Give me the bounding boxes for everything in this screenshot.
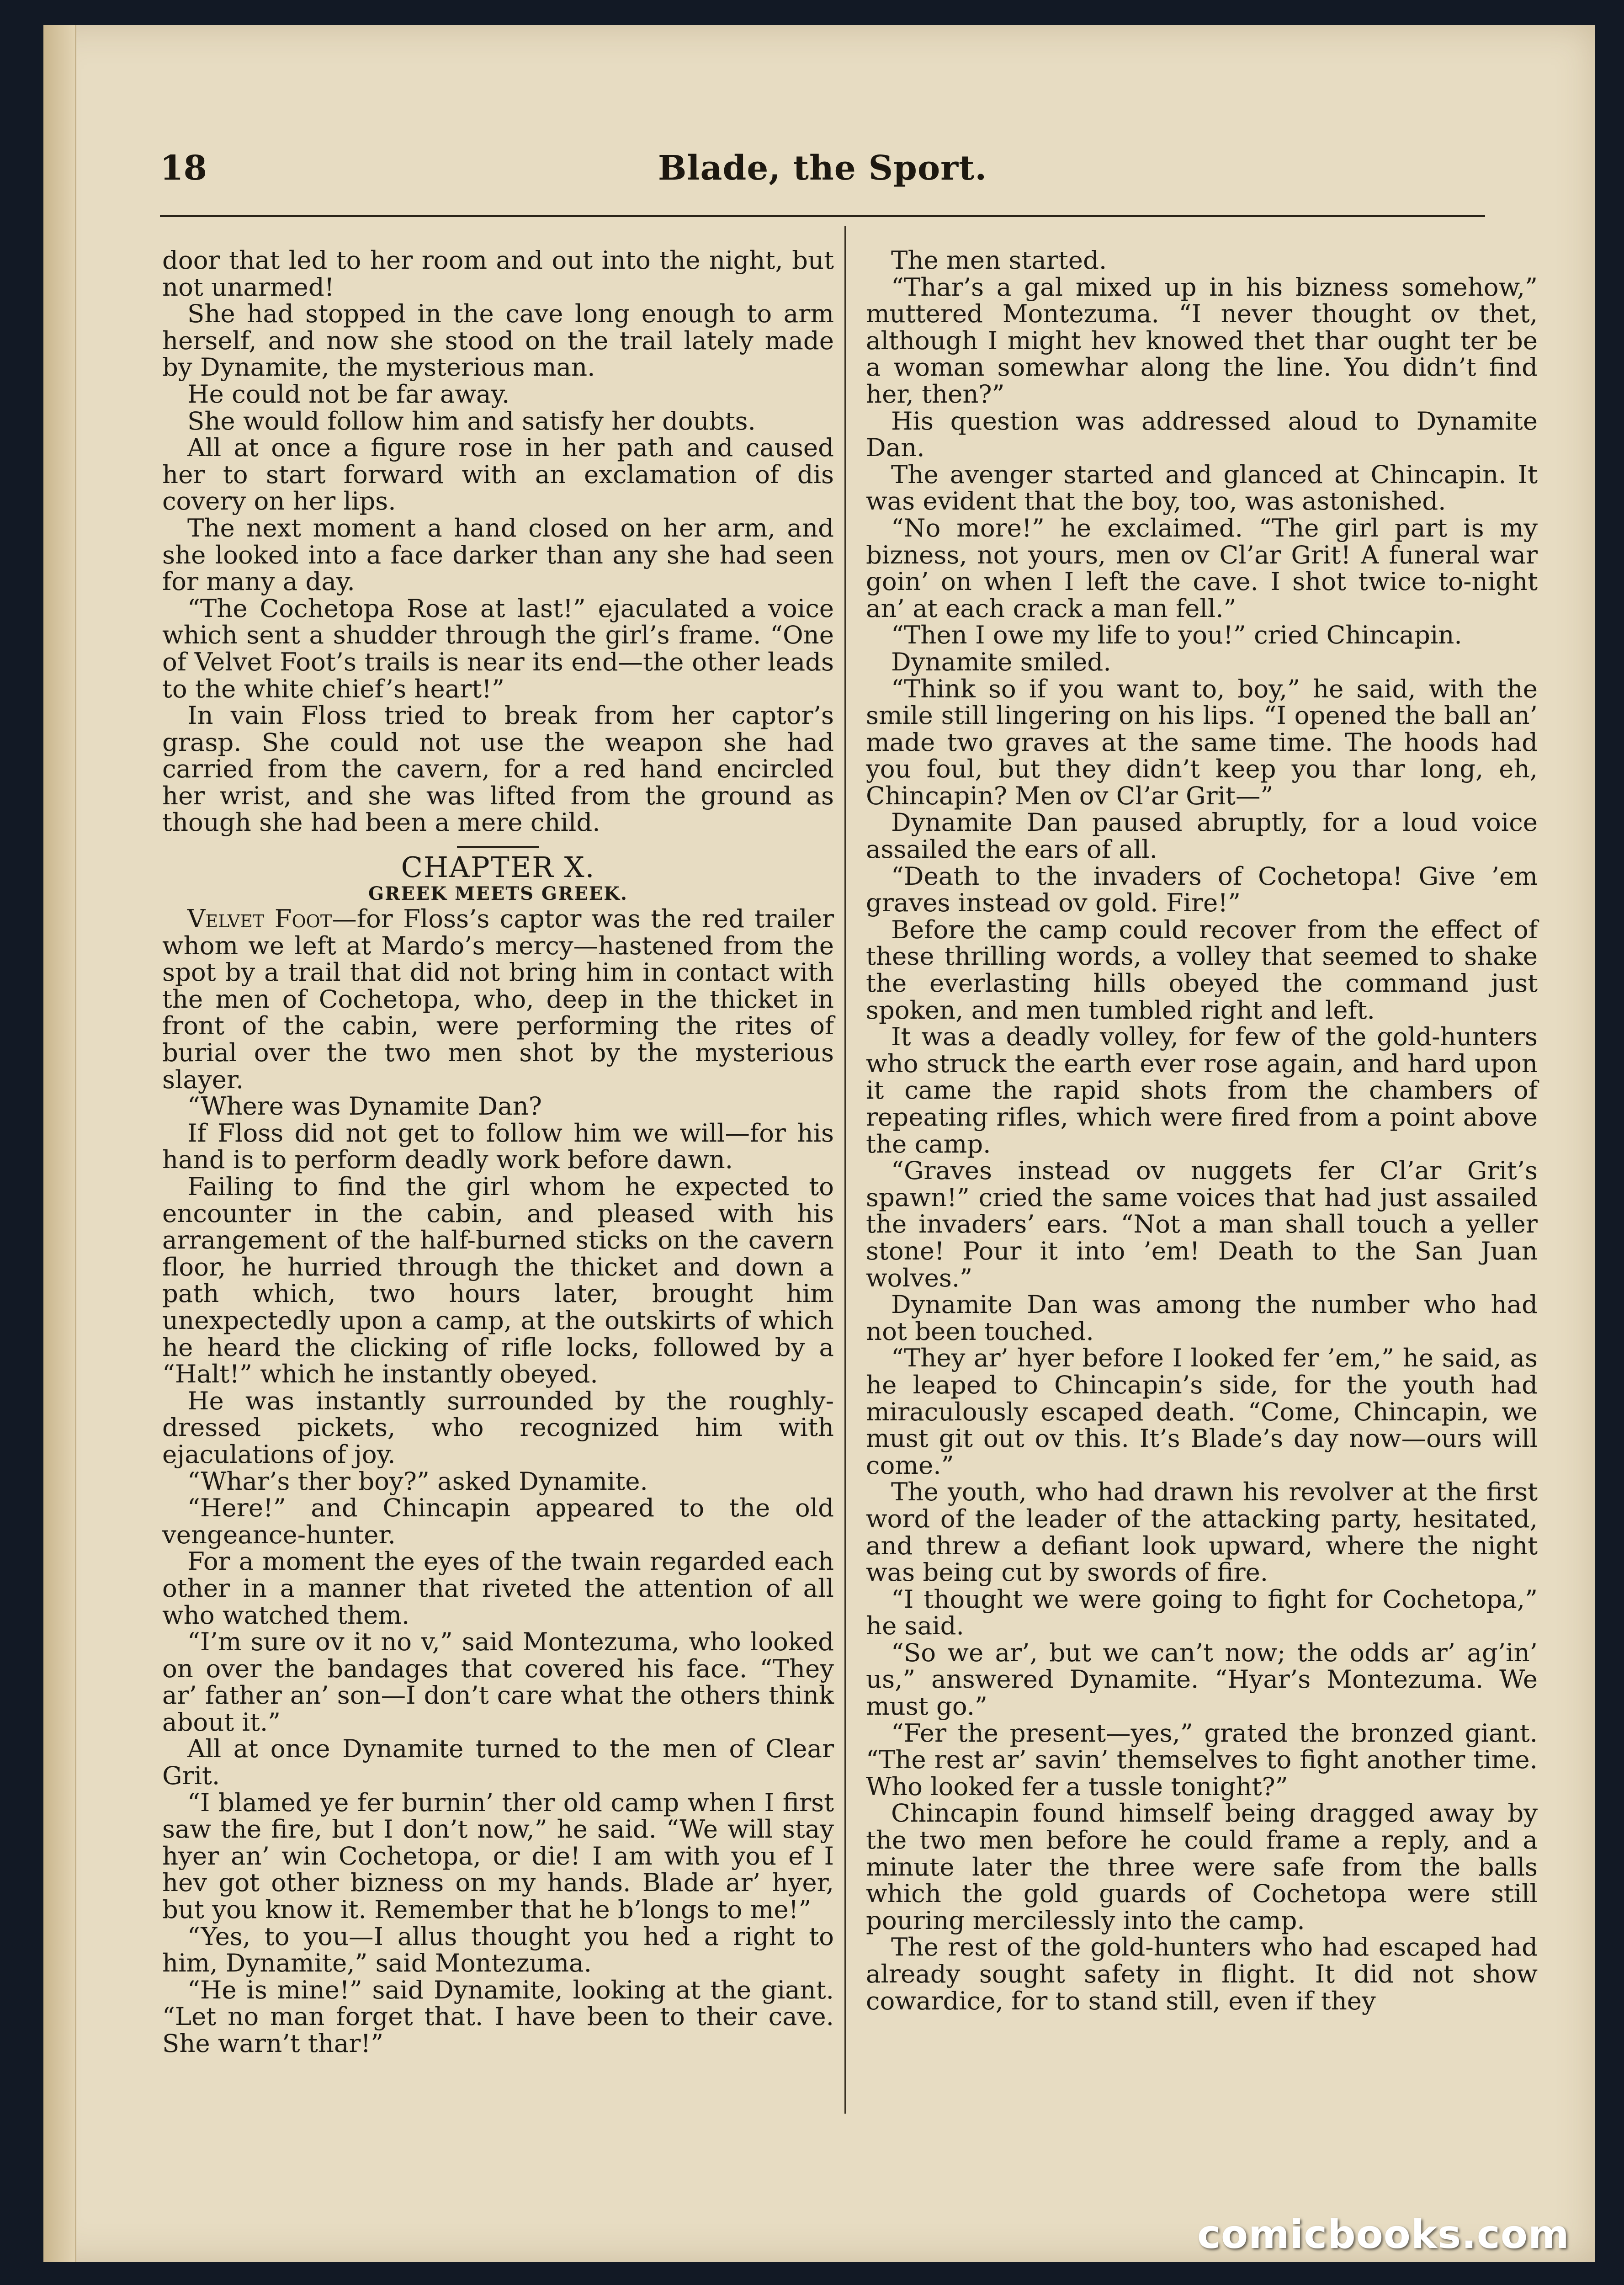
paragraph: Failing to find the girl whom he expected to encounter in the cabin, and pleased with his arrangement of the half-burned sticks on the cavern floor, he hurried through the thicket and down a path which, two hours later, brought him unexpectedly upon a camp, at the outskirts of which he heard the clicking of rifle locks, followed by a “Halt!” which he instantly obeyed.	[162, 1172, 834, 1389]
paragraph: “Death to the invaders of Cochetopa! Give ’em graves instead ov gold. Fire!”	[866, 861, 1538, 918]
chapter-title: CHAPTER X.	[401, 850, 595, 884]
column-divider	[844, 226, 846, 2114]
paragraph: The rest of the gold-hunters who had escaped had already sought safety in flight. It did not show cowardice, for to stand still, even if they	[866, 1932, 1538, 2015]
right-column	[866, 247, 1538, 2014]
paragraph: If Floss did not get to follow him we will—for his hand is to perform deadly work before dawn.	[162, 1118, 834, 1174]
paragraph: In vain Floss tried to break from her captor’s grasp. She could not use the weapon she had carried from the cavern, for a red hand encircled her wrist, and she was lifted from the ground as though she had been a mere child.	[162, 701, 834, 837]
paragraph: His question was addressed aloud to Dynamite Dan.	[866, 406, 1538, 462]
header-rule	[160, 215, 1485, 217]
paragraph: “No more!” he exclaimed. “The girl part is my bizness, not yours, men ov Cl’ar Grit! A funeral war goin’ on when I left the cave. I shot twice to-night an’ at each crack a man fell.”	[866, 513, 1538, 623]
paragraph: Dynamite Dan was among the number who had not been touched.	[866, 1290, 1538, 1346]
paragraph: She would follow him and satisfy her doubts.	[187, 406, 756, 436]
paragraph: Dynamite Dan paused abruptly, for a loud voice assailed the ears of all.	[866, 808, 1538, 864]
paragraph: The avenger started and glanced at Chincapin. It was evident that the boy, too, was astonished.	[866, 459, 1538, 516]
page-edge	[43, 25, 76, 2262]
paragraph: “They ar’ hyer before I looked fer ’em,” he said, as he leaped to Chincapin’s side, for the youth had miraculously escaped death. “Come, Chincapin, we must git out ov this. It’s Blade’s day now—ours will come.”	[866, 1343, 1538, 1480]
page-header	[160, 139, 1485, 199]
paragraph: “I thought we were going to fight for Cochetopa,” he said.	[866, 1584, 1538, 1641]
paragraph: “I blamed ye fer burnin’ ther old camp when I first saw the fire, but I don’t now,” he said. “We will stay hyer an’ win Cochetopa, or die! I am with you ef I hev got other bizness on my hands. Blade ar’ hyer, but you know it. Remember that he b’longs to me!”	[162, 1787, 834, 1924]
paragraph: All at once Dynamite turned to the men of Clear Grit.	[162, 1734, 834, 1791]
paragraph: Before the camp could recover from the effect of these thrilling words, a volley that seemed to shake the everlasting hills obeyed the command just spoken, and men tumbled right and left.	[866, 914, 1538, 1025]
paragraph: “Think so if you want to, boy,” he said, with the smile still lingering on his lips. “I opened the ball an’ made two graves at the same time. The hoods had you foul, but they didn’t keep you thar long, eh, Chincapin? Men ov Cl’ar Grit—”	[866, 674, 1538, 810]
page-number: 18	[160, 149, 207, 188]
paragraph: All at once a figure rose in her path and caused her to start forward with an exclamation of dis covery on her lips.	[162, 433, 834, 516]
paragraph: For a moment the eyes of the twain regarded each other in a manner that riveted the attention of all who watched them.	[162, 1546, 834, 1630]
running-title: Blade, the Sport.	[658, 149, 987, 188]
paragraph	[162, 905, 834, 1093]
paragraph-text: —for Floss’s captor was the red trailer whom we left at Mardo’s mercy—hastened from the spot by a trail that did not bring him in contact with the men of Cochetopa, who, deep in the thicket in front of the cabin, were performing the rites of burial over the two men shot by the mysterious slayer.	[162, 904, 834, 1094]
paragraph: The next moment a hand closed on her arm, and she looked into a face darker than any she had seen for many a day.	[162, 513, 834, 596]
paragraph: “So we ar’, but we can’t now; the odds ar’ ag’in’ us,” answered Dynamite. “Hyar’s Montezuma. We must go.”	[866, 1637, 1538, 1721]
smallcaps-name: Velvet Foot	[187, 904, 332, 934]
paragraph: Chincapin found himself being dragged away by the two men before he could frame a reply, and a minute later the three were safe from the balls which the gold guards of Cochetopa were still pouring mercilessly into the camp.	[866, 1798, 1538, 1935]
paragraph: “Graves instead ov nuggets fer Cl’ar Grit’s spawn!” cried the same voices that had just assailed the invaders’ ears. “Not a man shall touch a yeller stone! Pour it into ’em! Death to the San Juan wolves.”	[866, 1156, 1538, 1292]
paragraph: The youth, who had drawn his revolver at the first word of the leader of the attacking party, hesitated, and threw a defiant look upward, where the night was being cut by swords of fire.	[866, 1477, 1538, 1587]
paragraph: “Yes, to you—I allus thought you hed a right to him, Dynamite,” said Montezuma.	[162, 1921, 834, 1978]
paragraph: door that led to her room and out into the night, but not unarmed!	[162, 245, 834, 302]
paragraph: “Thar’s a gal mixed up in his bizness somehow,” muttered Montezuma. “I never thought ov thet, although I might hev knowed thet thar ought ter be a woman somewhar along the line. You didn’t find her, then?”	[866, 272, 1538, 409]
paragraph: “Fer the present—yes,” grated the bronzed giant. “The rest ar’ savin’ themselves to fight another time. Who looked fer a tussle tonight?”	[866, 1718, 1538, 1801]
paragraph: Dynamite smiled.	[891, 647, 1111, 676]
paragraph: “Then I owe my life to you!” cried Chincapin.	[891, 620, 1462, 650]
paragraph: “He is mine!” said Dynamite, looking at the giant. “Let no man forget that. I have been to their cave. She warn’t thar!”	[162, 1975, 834, 2058]
paragraph: “The Cochetopa Rose at last!” ejaculated a voice which sent a shudder through the girl’s frame. “One of Velvet Foot’s trails is near its end—the other leads to the white chief’s heart!”	[162, 593, 834, 703]
paragraph: “Where was Dynamite Dan?	[187, 1091, 542, 1121]
paragraph: She had stopped in the cave long enough to arm herself, and now she stood on the trail lately made by Dynamite, the mysterious man.	[162, 299, 834, 382]
paragraph: “Here!” and Chincapin appeared to the old vengeance-hunter.	[162, 1493, 834, 1549]
paragraph: The men started.	[891, 245, 1107, 275]
paragraph: “Whar’s ther boy?” asked Dynamite.	[187, 1466, 648, 1496]
chapter-rule	[457, 846, 539, 848]
chapter-subtitle: GREEK MEETS GREEK.	[368, 883, 628, 905]
paragraph: He could not be far away.	[187, 379, 510, 409]
watermark: comicbooks.com	[1197, 2212, 1570, 2258]
left-column	[162, 247, 834, 2057]
paragraph: It was a deadly volley, for few of the gold-hunters who struck the earth ever rose again, and hard upon it came the rapid shots from the chambers of repeating rifles, which were fired from a point above the camp.	[866, 1022, 1538, 1158]
paragraph: “I’m sure ov it no v,” said Montezuma, who looked on over the bandages that covered his face. “They ar’ father an’ son—I don’t care what the others think about it.”	[162, 1627, 834, 1737]
paragraph: He was instantly surrounded by the roughly-dressed pickets, who recognized him with ejaculations of joy.	[162, 1386, 834, 1469]
